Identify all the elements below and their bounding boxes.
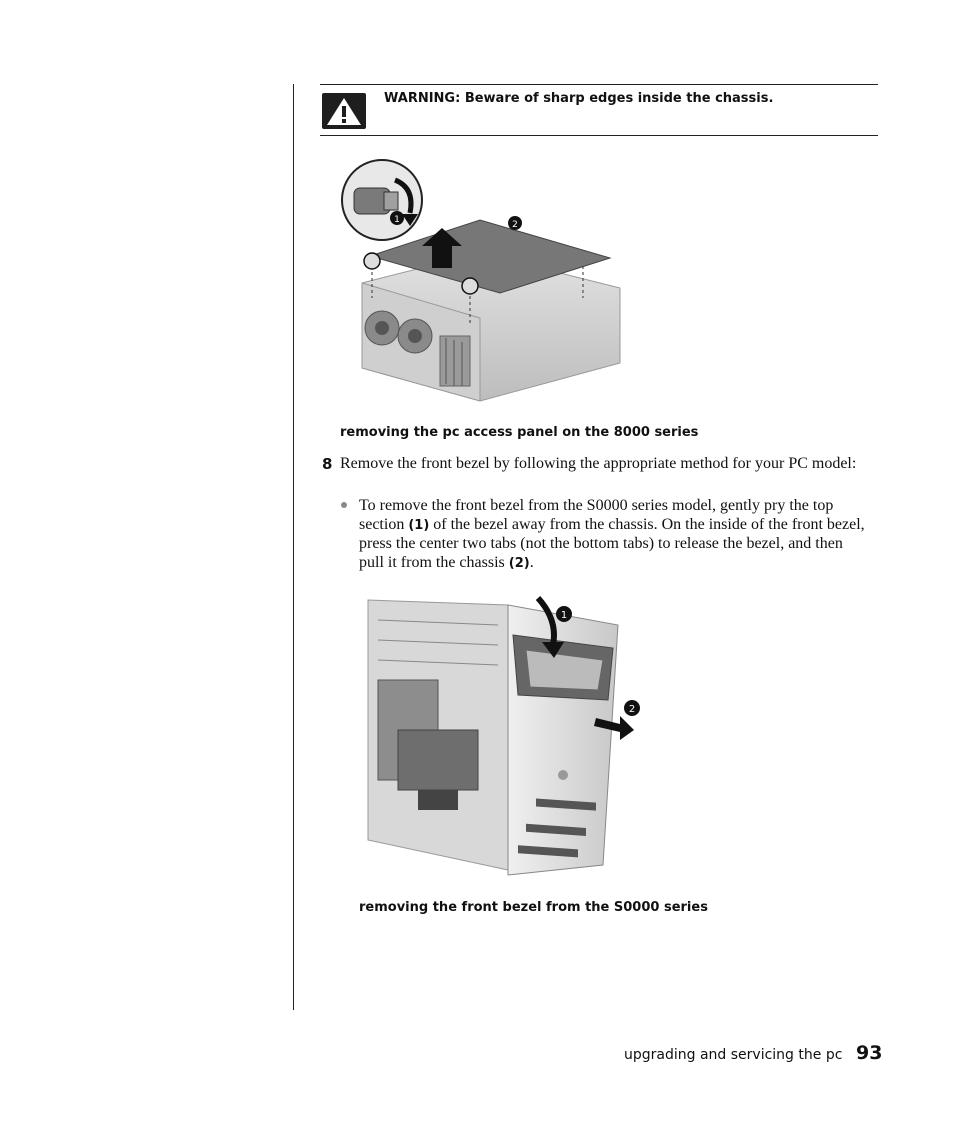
callout-2-label: 2 xyxy=(628,704,636,715)
front-bezel-illustration xyxy=(358,590,648,880)
step-text: Remove the front bezel by following the appropriate method for your PC model: xyxy=(340,455,857,472)
bullet-text: To remove the front bezel from the S0000 series model, gently pry the top section (1) of the bezel away from the chassis. On the inside of the front bezel, press the center two tabs (not the bottom tabs) to release the bezel, and then pull it from the chassis (2). xyxy=(359,497,865,571)
left-margin-rule xyxy=(293,84,294,1010)
page-number: 93 xyxy=(856,1042,883,1064)
callout-1-label: 1 xyxy=(394,215,400,225)
bullet-icon xyxy=(341,502,347,508)
footer-section-title: upgrading and servicing the pc xyxy=(624,1047,843,1063)
warning-box xyxy=(320,84,878,136)
step-number: 8 xyxy=(322,455,333,473)
warning-triangle-icon xyxy=(322,93,366,129)
warning-text: WARNING: Beware of sharp edges inside the chassis. xyxy=(384,91,774,106)
access-panel-illustration xyxy=(340,158,630,404)
figure-1-caption: removing the pc access panel on the 8000 series xyxy=(340,425,699,440)
callout-1-label: 1 xyxy=(560,610,568,621)
figure-2-caption: removing the front bezel from the S0000 series xyxy=(359,900,708,915)
callout-2-label: 2 xyxy=(512,220,518,230)
